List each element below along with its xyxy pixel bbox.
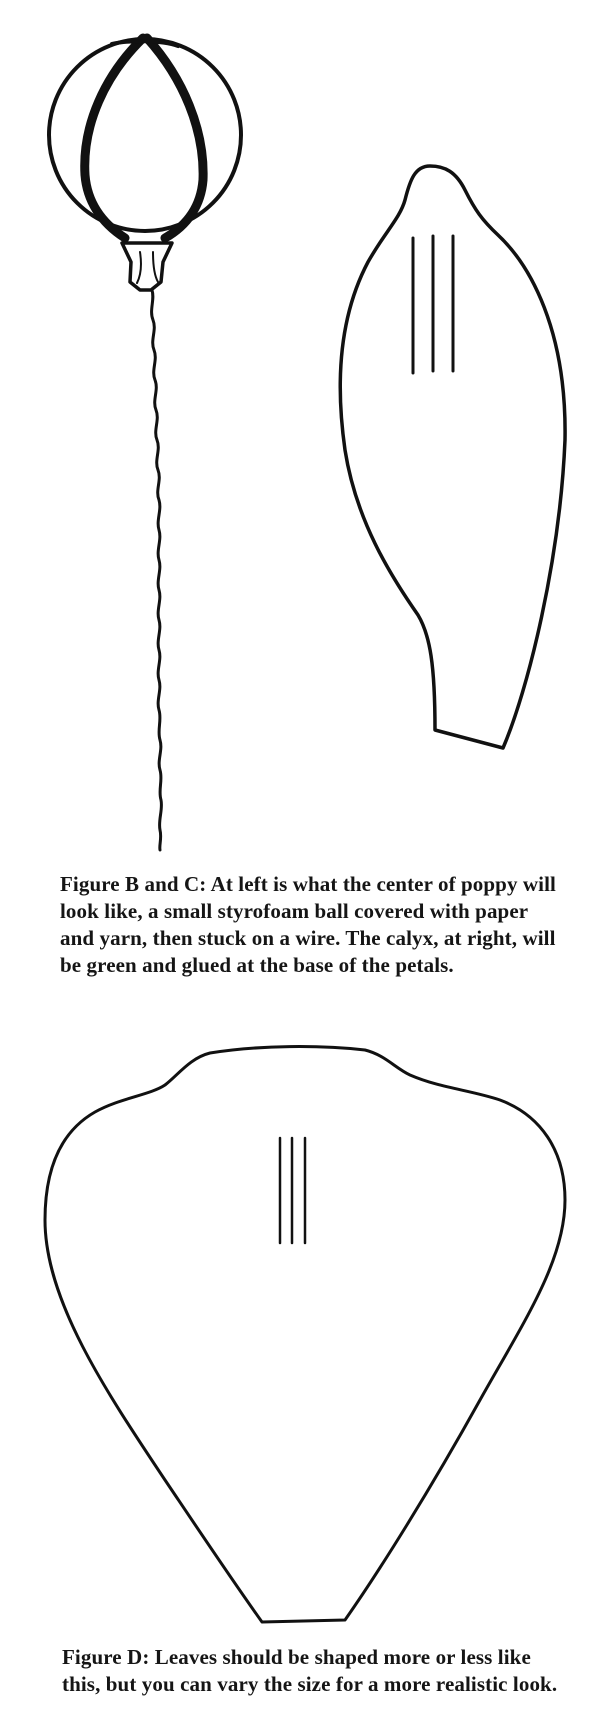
yarn-strand-left: [85, 38, 143, 238]
leaf-outline: [45, 1047, 565, 1622]
ball-base-cup-inner: [137, 252, 158, 283]
yarn-strand-right: [147, 38, 203, 238]
figure-bc-caption: Figure B and C: At left is what the center of poppy will look like, a small styrofoam ball covered with paper and yarn, then stuck on a wire. The calyx, at right, will be green and glued at the base of the petals.: [60, 872, 556, 977]
figure-d-caption: Figure D: Leaves should be shaped more or less like this, but you can vary the size for a more realistic look.: [62, 1645, 558, 1696]
wire-stem: [152, 290, 162, 850]
figure-b-poppy-center: [49, 38, 241, 850]
yarn-strand-top: [112, 41, 178, 46]
figure-d-leaf: [45, 1047, 565, 1622]
figure-c-calyx: [340, 166, 565, 748]
ball-base-cup: [122, 243, 172, 290]
styrofoam-ball: [49, 39, 241, 231]
